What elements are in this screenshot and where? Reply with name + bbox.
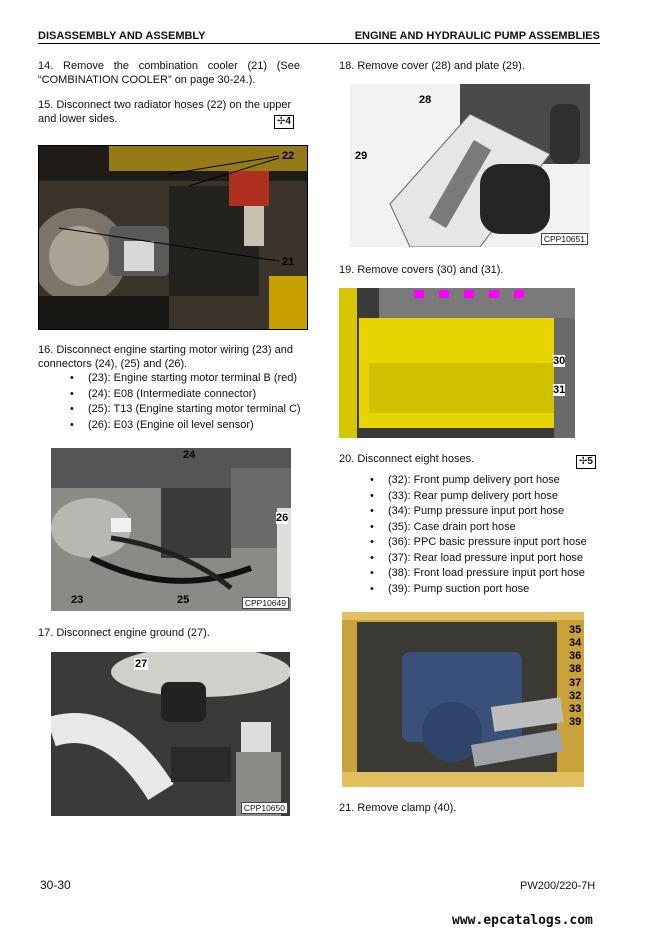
watermark-url: www.epcatalogs.com: [452, 913, 593, 928]
page-number: 30-30: [40, 878, 71, 892]
motor-photo: [51, 448, 291, 611]
list-item: • (23): Engine starting motor terminal B (red): [62, 371, 312, 387]
header-chapter-title: ENGINE AND HYDRAULIC PUMP ASSEMBLIES: [354, 30, 600, 42]
callout-21: 21: [282, 256, 295, 268]
callout-35: 35: [569, 624, 582, 636]
callout-23: 23: [71, 594, 84, 606]
list-item: • (25): T13 (Engine starting motor terminal C): [62, 402, 312, 418]
figure-radiator-hoses: [38, 145, 308, 330]
callout-34: 34: [569, 637, 582, 649]
reference-icon: ✢: [579, 456, 588, 467]
figure-hydraulic-pump: [342, 612, 584, 787]
step-16: 16. Disconnect engine starting motor wiring (23) and connectors (24), (25) and (26).: [38, 344, 293, 370]
list-item: • (37): Rear load pressure input port hose: [362, 551, 612, 567]
callout-32: 32: [569, 690, 582, 702]
figure-caption: CPP10650: [241, 802, 288, 814]
step-18: 18. Remove cover (28) and plate (29).: [339, 60, 525, 72]
list-item: • (26): E03 (Engine oil level sensor): [62, 418, 312, 434]
callout-33: 33: [569, 703, 582, 715]
list-item: • (34): Pump pressure input port hose: [362, 504, 612, 520]
figure-caption: CPP10649: [242, 597, 289, 609]
step-14: 14. Remove the combination cooler (21) (See “COMBINATION COOLER” on page 30-24.).: [38, 60, 300, 86]
callout-29: 29: [355, 150, 368, 162]
list-item: • (24): E08 (Intermediate connector): [62, 387, 312, 403]
callout-37: 37: [569, 677, 582, 689]
reference-mark-5: ✢5: [576, 455, 596, 469]
callout-30: 30: [553, 355, 566, 367]
callout-22: 22: [282, 150, 295, 162]
figure-cover-plate: [350, 84, 590, 247]
covers-photo: [339, 288, 575, 438]
list-item: • (36): PPC basic pressure input port hose: [362, 535, 612, 551]
step-21: 21. Remove clamp (40).: [339, 802, 457, 814]
cover-photo: [350, 84, 590, 247]
callout-38: 38: [569, 663, 582, 675]
callout-39: 39: [569, 716, 582, 728]
reference-icon: ✢: [277, 116, 286, 127]
step-20: 20. Disconnect eight hoses.: [339, 453, 475, 465]
list-item: • (38): Front load pressure input port hose: [362, 566, 612, 582]
figure-engine-ground: [51, 652, 290, 816]
list-item: • (39): Pump suction port hose: [362, 582, 612, 598]
step-16-list: [62, 371, 312, 433]
callout-31: 31: [553, 384, 566, 396]
model-number: PW200/220-7H: [520, 880, 596, 892]
callout-36: 36: [569, 650, 582, 662]
header-section-title: DISASSEMBLY AND ASSEMBLY: [38, 30, 206, 42]
figure-covers: [339, 288, 575, 438]
callout-26: 26: [276, 512, 289, 524]
leader-lines: [39, 146, 307, 329]
reference-mark-4: ✢4: [274, 115, 294, 129]
list-item: • (35): Case drain port hose: [362, 520, 612, 536]
callout-25: 25: [177, 594, 190, 606]
callout-27: 27: [135, 658, 148, 670]
pump-photo: [342, 612, 584, 787]
figure-starting-motor: [51, 448, 291, 611]
header-rule: [38, 43, 600, 44]
step-20-list: [362, 473, 612, 597]
step-15: 15. Disconnect two radiator hoses (22) on the upper and lower sides.: [38, 99, 292, 125]
callout-28: 28: [419, 94, 432, 106]
callout-24: 24: [183, 449, 196, 461]
figure-caption: CPP10651: [541, 233, 588, 245]
list-item: • (33): Rear pump delivery port hose: [362, 489, 612, 505]
ground-photo: [51, 652, 290, 816]
list-item: • (32): Front pump delivery port hose: [362, 473, 612, 489]
step-17: 17. Disconnect engine ground (27).: [38, 627, 210, 639]
step-19: 19. Remove covers (30) and (31).: [339, 264, 504, 276]
